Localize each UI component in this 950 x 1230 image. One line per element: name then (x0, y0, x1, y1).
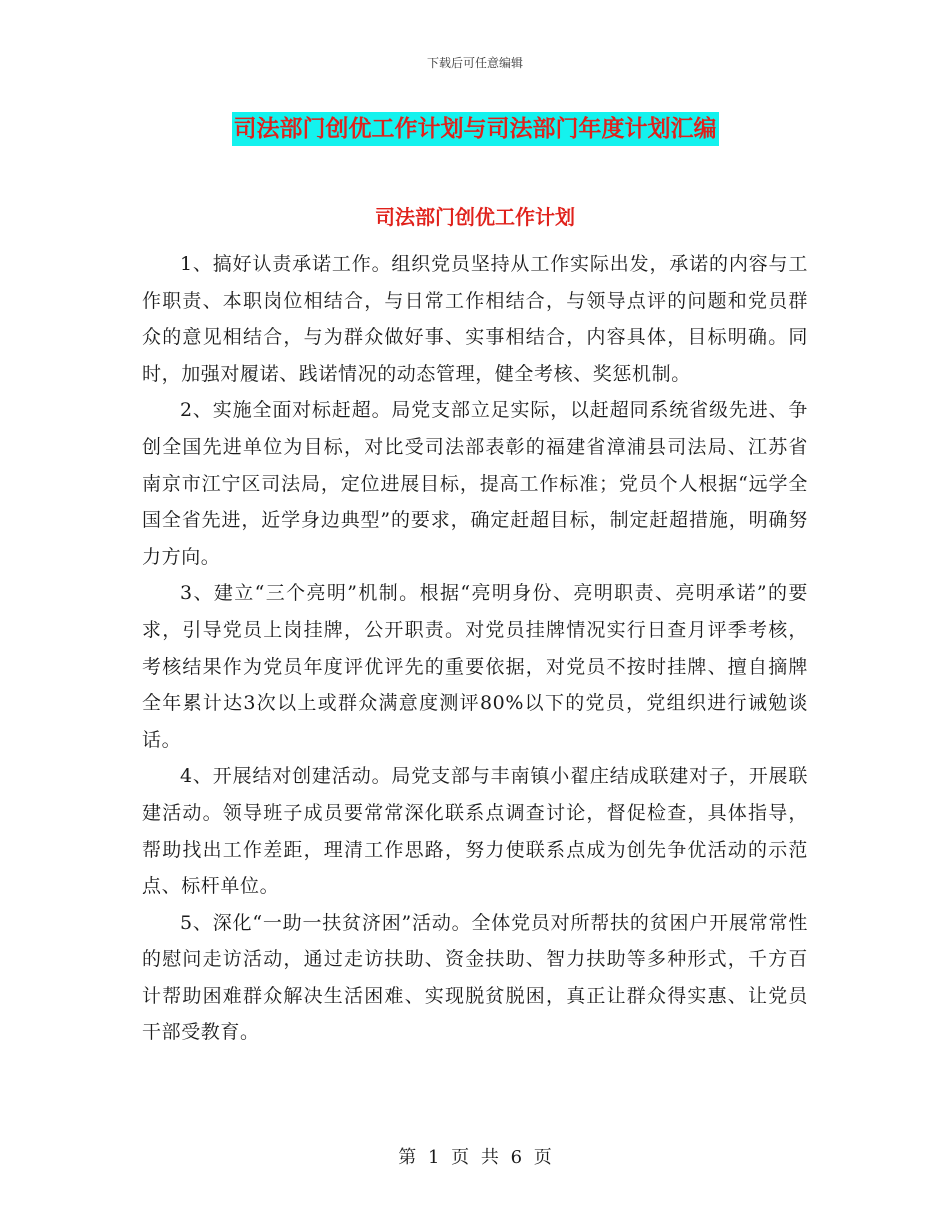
paragraph-3: 3、建立“三个亮明”机制。根据“亮明身份、亮明职责、亮明承诺”的要求，引导党员上岗挂牌，公开职责。对党员挂牌情况实行日查月评季考核，考核结果作为党员年度评优评先的重要依据，对党员不按时挂牌、擅自摘牌全年累计达3次以上或群众满意度测评80%以下的党员，党组织进行诫勉谈话。 (142, 582, 808, 751)
page-footer: 第 1 页 共 6 页 (398, 1147, 552, 1168)
body-text (142, 246, 808, 1051)
main-title-container (0, 112, 950, 146)
paragraph-5: 5、深化“一助一扶贫济困”活动。全体党员对所帮扶的贫困户开展常常性的慰问走访活动，通过走访扶助、资金扶助、智力扶助等多种形式，千方百计帮助困难群众解决生活困难、实现脱贫脱困，真正让群众得实惠、让党员干部受教育。 (142, 911, 808, 1044)
header-note: 下载后可任意编辑 (426, 56, 523, 70)
paragraph-2: 2、实施全面对标赶超。局党支部立足实际，以赶超同系统省级先进、争创全国先进单位为目标，对比受司法部表彰的福建省漳浦县司法局、江苏省南京市江宁区司法局，定位进展目标，提高工作标准；党员个人根据“远学全国全省先进，近学身边典型”的要求，确定赶超目标，制定赶超措施，明确努力方向。 (142, 399, 808, 568)
paragraph-4: 4、开展结对创建活动。局党支部与丰南镇小翟庄结成联建对子，开展联建活动。领导班子成员要常常深化联系点调查讨论，督促检查，具体指导，帮助找出工作差距，理清工作思路，努力使联系点成为创先争优活动的示范点、标杆单位。 (142, 765, 808, 898)
paragraph-1: 1、搞好认责承诺工作。组织党员坚持从工作实际出发，承诺的内容与工作职责、本职岗位相结合，与日常工作相结合，与领导点评的问题和党员群众的意见相结合，与为群众做好事、实事相结合，内容具体，目标明确。同时，加强对履诺、践诺情况的动态管理，健全考核、奖惩机制。 (142, 253, 808, 385)
section-title: 司法部门创优工作计划 (375, 205, 575, 229)
main-title: 司法部门创优工作计划与司法部门年度计划汇编 (232, 112, 719, 146)
